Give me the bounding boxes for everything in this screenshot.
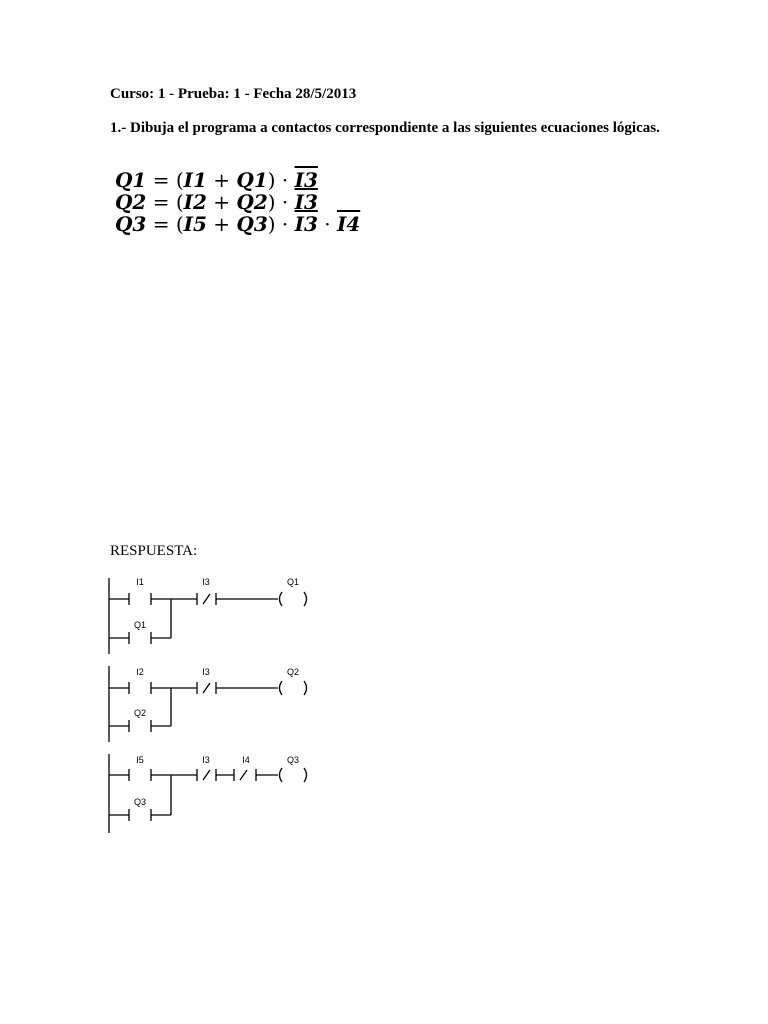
nc-contact-slash xyxy=(203,683,210,693)
eq-plus: + xyxy=(206,168,237,192)
eq-negated-term: I3 xyxy=(294,212,318,236)
eq-dot: · xyxy=(317,212,337,236)
eq-negated-term: I3 xyxy=(294,168,318,192)
latch-contact-label: Q3 xyxy=(133,797,147,807)
eq-close: ) · xyxy=(267,212,295,236)
eq-term-a: I1 xyxy=(183,168,207,192)
eq-negated-term-2: I4 xyxy=(336,212,361,236)
eq-plus: + xyxy=(206,212,237,236)
eq-term-b: Q2 xyxy=(236,190,268,214)
ladder-rung-2 xyxy=(109,666,307,742)
contact-label: I5 xyxy=(136,755,144,765)
nc-contact-label: I3 xyxy=(202,577,210,587)
eq-term-b: Q3 xyxy=(236,212,268,236)
eq-negated-term: I3 xyxy=(294,190,318,214)
eq-open: = ( xyxy=(146,212,184,236)
nc-contact-2-slash xyxy=(240,770,247,780)
course-header: Curso: 1 - Prueba: 1 - Fecha 28/5/2013 xyxy=(110,86,357,102)
coil-label: Q3 xyxy=(286,755,300,765)
eq-open: = ( xyxy=(146,168,184,192)
coil-left-arc xyxy=(280,681,283,695)
coil-label: Q2 xyxy=(286,667,300,677)
answer-label: RESPUESTA: xyxy=(110,543,198,559)
contact-label: I2 xyxy=(136,667,144,677)
eq-term-a: I2 xyxy=(183,190,207,214)
question-text: 1.- Dibuja el programa a contactos correspondiente a las siguientes ecuaciones lógicas. xyxy=(110,120,660,136)
nc-contact-label: I3 xyxy=(202,667,210,677)
eq-open: = ( xyxy=(146,190,184,214)
eq-lhs: Q2 xyxy=(115,190,147,214)
eq-close: ) · xyxy=(267,190,295,214)
latch-contact-label: Q1 xyxy=(133,620,147,630)
eq-lhs: Q3 xyxy=(115,212,147,236)
contact-label: I1 xyxy=(136,577,144,587)
eq-term-a: I5 xyxy=(183,212,207,236)
eq-term-b: Q1 xyxy=(236,168,268,192)
coil-left-arc xyxy=(280,768,283,782)
coil-right-arc xyxy=(304,768,307,782)
coil-left-arc xyxy=(280,592,283,606)
coil-right-arc xyxy=(304,681,307,695)
coil-right-arc xyxy=(304,592,307,606)
latch-contact-label: Q2 xyxy=(133,708,147,718)
nc-contact-label: I3 xyxy=(202,755,210,765)
ladder-rung-1 xyxy=(109,577,307,654)
eq-close: ) · xyxy=(267,168,295,192)
ladder-rung-3 xyxy=(109,754,307,833)
eq-plus: + xyxy=(206,190,237,214)
coil-label: Q1 xyxy=(286,577,300,587)
nc-contact-2-label: I4 xyxy=(242,755,250,765)
eq-lhs: Q1 xyxy=(115,168,147,192)
nc-contact-slash xyxy=(203,770,210,780)
nc-contact-slash xyxy=(203,594,210,604)
